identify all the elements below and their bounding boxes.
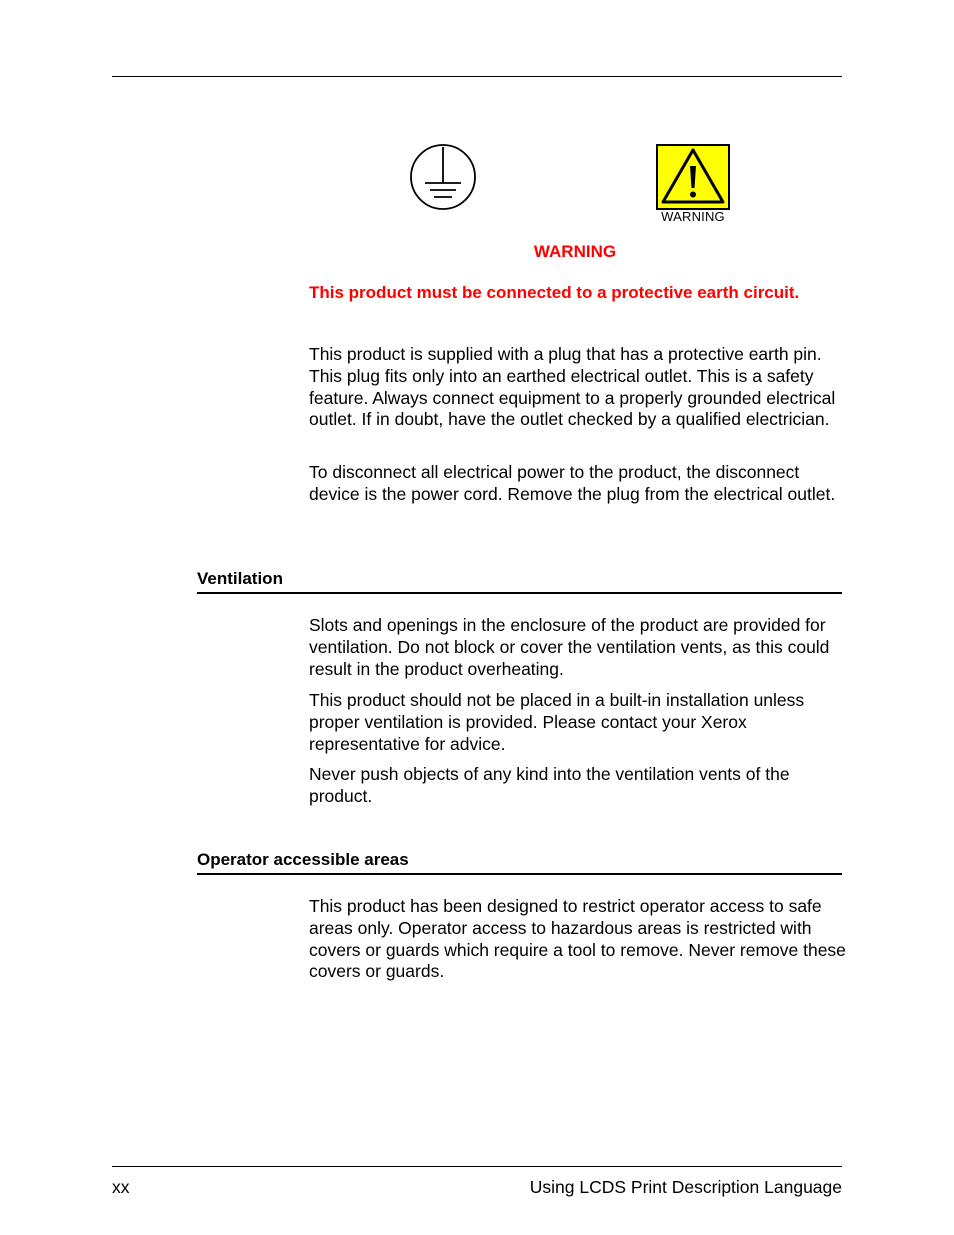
ventilation-paragraph-1: Slots and openings in the enclosure of the product are provided for ventilation. Do not block or cover the ventilation vents, as this could result in the product overheating. (309, 615, 830, 679)
protective-earth-icon (409, 143, 477, 211)
warning-triangle-icon (656, 144, 730, 210)
warning-statement: This product must be connected to a protective earth circuit. (309, 283, 800, 302)
warning-heading: WARNING (533, 242, 617, 261)
ventilation-paragraph-3: Never push objects of any kind into the ventilation vents of the product. (309, 764, 790, 806)
operator-areas-rule (197, 873, 842, 875)
ventilation-paragraph-2: This product should not be placed in a built-in installation unless proper ventilation is provided. Please contact your Xerox representative for advice. (309, 690, 805, 754)
operator-areas-paragraph: This product has been designed to restrict operator access to safe areas only. Operator access to hazardous areas is restricted with covers or guards which require a tool to remove. Never remove these covers or guards. (309, 896, 846, 982)
header-rule (112, 76, 842, 77)
footer-rule (112, 1166, 842, 1167)
operator-areas-heading: Operator accessible areas (197, 850, 409, 869)
warning-symbol-caption: WARNING (661, 209, 725, 224)
ventilation-heading: Ventilation (197, 569, 283, 588)
ventilation-rule (197, 592, 842, 594)
page-number: xx (112, 1177, 130, 1197)
disconnect-paragraph: To disconnect all electrical power to the product, the disconnect device is the power cord. Remove the plug from the electrical outlet. (309, 462, 836, 504)
footer-title: Using LCDS Print Description Language (529, 1177, 842, 1197)
earth-pin-paragraph: This product is supplied with a plug that has a protective earth pin. This plug fits only into an earthed electrical outlet. This is a safety feature. Always connect equipment to a properly grounded electrical outlet. If in doubt, have the outlet checked by a qualified electrician. (309, 344, 836, 430)
